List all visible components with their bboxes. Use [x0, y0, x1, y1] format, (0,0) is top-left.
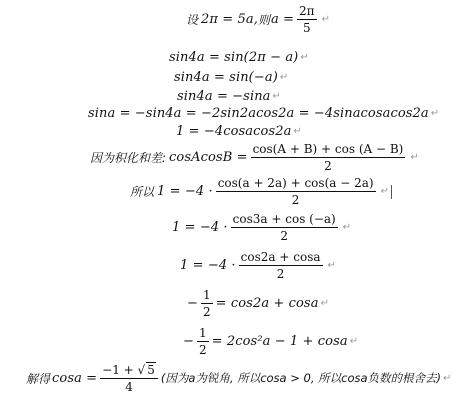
minus-sign: −	[183, 334, 194, 349]
eq-rhs: = 2cos²a − 1 + cosa	[211, 334, 348, 349]
return-mark: ↵	[272, 91, 281, 102]
equation-line-8	[130, 176, 392, 207]
eq-2pi-5a: 2π = 5a,	[201, 12, 258, 27]
equation-line-6	[176, 124, 302, 139]
explanation-note: (因为a为锐角, 所以cosa > 0, 所以cosa负数的根舍去)	[160, 371, 442, 385]
denominator: 2	[203, 305, 211, 319]
return-mark: ↵	[320, 298, 329, 309]
denominator: 2	[199, 343, 207, 357]
numerator	[100, 362, 158, 378]
equation-line-2	[169, 50, 309, 65]
numerator-part: −1 +	[102, 363, 138, 377]
equation-text: sin4a = −sina	[177, 89, 271, 104]
return-mark: ↵	[279, 72, 289, 83]
return-mark: ↵	[410, 152, 419, 163]
eq-lhs: 1 = −4 ·	[180, 258, 236, 273]
equation-line-4	[177, 89, 281, 104]
sqrt-sign: √	[137, 363, 146, 377]
denominator: 2	[280, 229, 289, 243]
fraction-line-10	[239, 250, 323, 281]
eq-rhs: = cos2a + cosa	[215, 296, 319, 311]
numerator: 1	[203, 288, 211, 302]
equation-text: 1 = −4cosacos2a	[176, 124, 292, 139]
eq-a: a =	[270, 12, 295, 27]
numerator: 1	[199, 326, 207, 340]
return-mark: ↵	[443, 372, 452, 384]
denominator: 2	[324, 159, 332, 173]
text-cursor	[391, 185, 392, 199]
eq-lhs: 1 = −4 ·	[157, 184, 213, 199]
fraction-one-half	[197, 326, 209, 357]
denominator: 2	[291, 193, 300, 207]
text-product-to-sum: 因为积化和差:	[90, 151, 167, 165]
equation-line-1	[186, 4, 330, 35]
equation-text: sin4a = sin(2π − a)	[169, 50, 299, 65]
equation-line-5	[88, 106, 439, 121]
return-mark: ↵	[293, 126, 302, 137]
fraction-one-half	[201, 288, 213, 319]
eq-lhs: 1 = −4 ·	[172, 220, 228, 235]
return-mark: ↵	[342, 222, 352, 233]
numerator: 2π	[299, 4, 315, 18]
numerator: cos3a + cos (−a)	[232, 212, 336, 226]
fraction-2pi-over-5	[297, 4, 317, 35]
numerator: cos(A + B) + cos (A − B)	[252, 142, 404, 156]
fraction-line-9	[231, 212, 338, 243]
denominator: 4	[125, 380, 133, 394]
eq-lhs: cosAcosB =	[169, 150, 248, 165]
denominator: 5	[302, 21, 311, 35]
fraction-solution	[100, 362, 158, 394]
equation-text: sin4a = sin(−a)	[174, 70, 278, 85]
numerator: cos2a + cosa	[240, 250, 321, 264]
text-suoyi: 所以	[130, 185, 155, 199]
equation-line-13	[26, 362, 451, 394]
numerator: cos(a + 2a) + cos(a − 2a)	[217, 176, 374, 190]
return-mark: ↵	[430, 108, 440, 119]
equation-line-11	[187, 288, 329, 319]
text-she: 设	[186, 13, 199, 27]
denominator: 2	[276, 267, 285, 281]
return-mark: ↵	[349, 336, 359, 347]
text-ze: 则	[257, 13, 270, 27]
minus-sign: −	[187, 296, 198, 311]
equation-line-7	[90, 142, 419, 173]
equation-text: sina = −sin4a = −2sin2acos2a = −4sinacosacos2a	[88, 106, 429, 121]
text-jiede: 解得	[26, 371, 51, 386]
equation-line-12	[183, 326, 358, 357]
equation-line-10	[180, 250, 336, 281]
return-mark: ↵	[327, 260, 336, 271]
sqrt-radicand: 5	[147, 363, 155, 377]
fraction-line-8	[216, 176, 376, 207]
return-mark: ↵	[380, 186, 389, 197]
fraction-product-to-sum	[251, 142, 406, 173]
equation-line-3	[174, 70, 288, 85]
eq-lhs: cosa =	[52, 370, 98, 386]
equation-line-9	[172, 212, 351, 243]
return-mark: ↵	[300, 52, 309, 63]
return-mark: ↵	[321, 14, 330, 25]
